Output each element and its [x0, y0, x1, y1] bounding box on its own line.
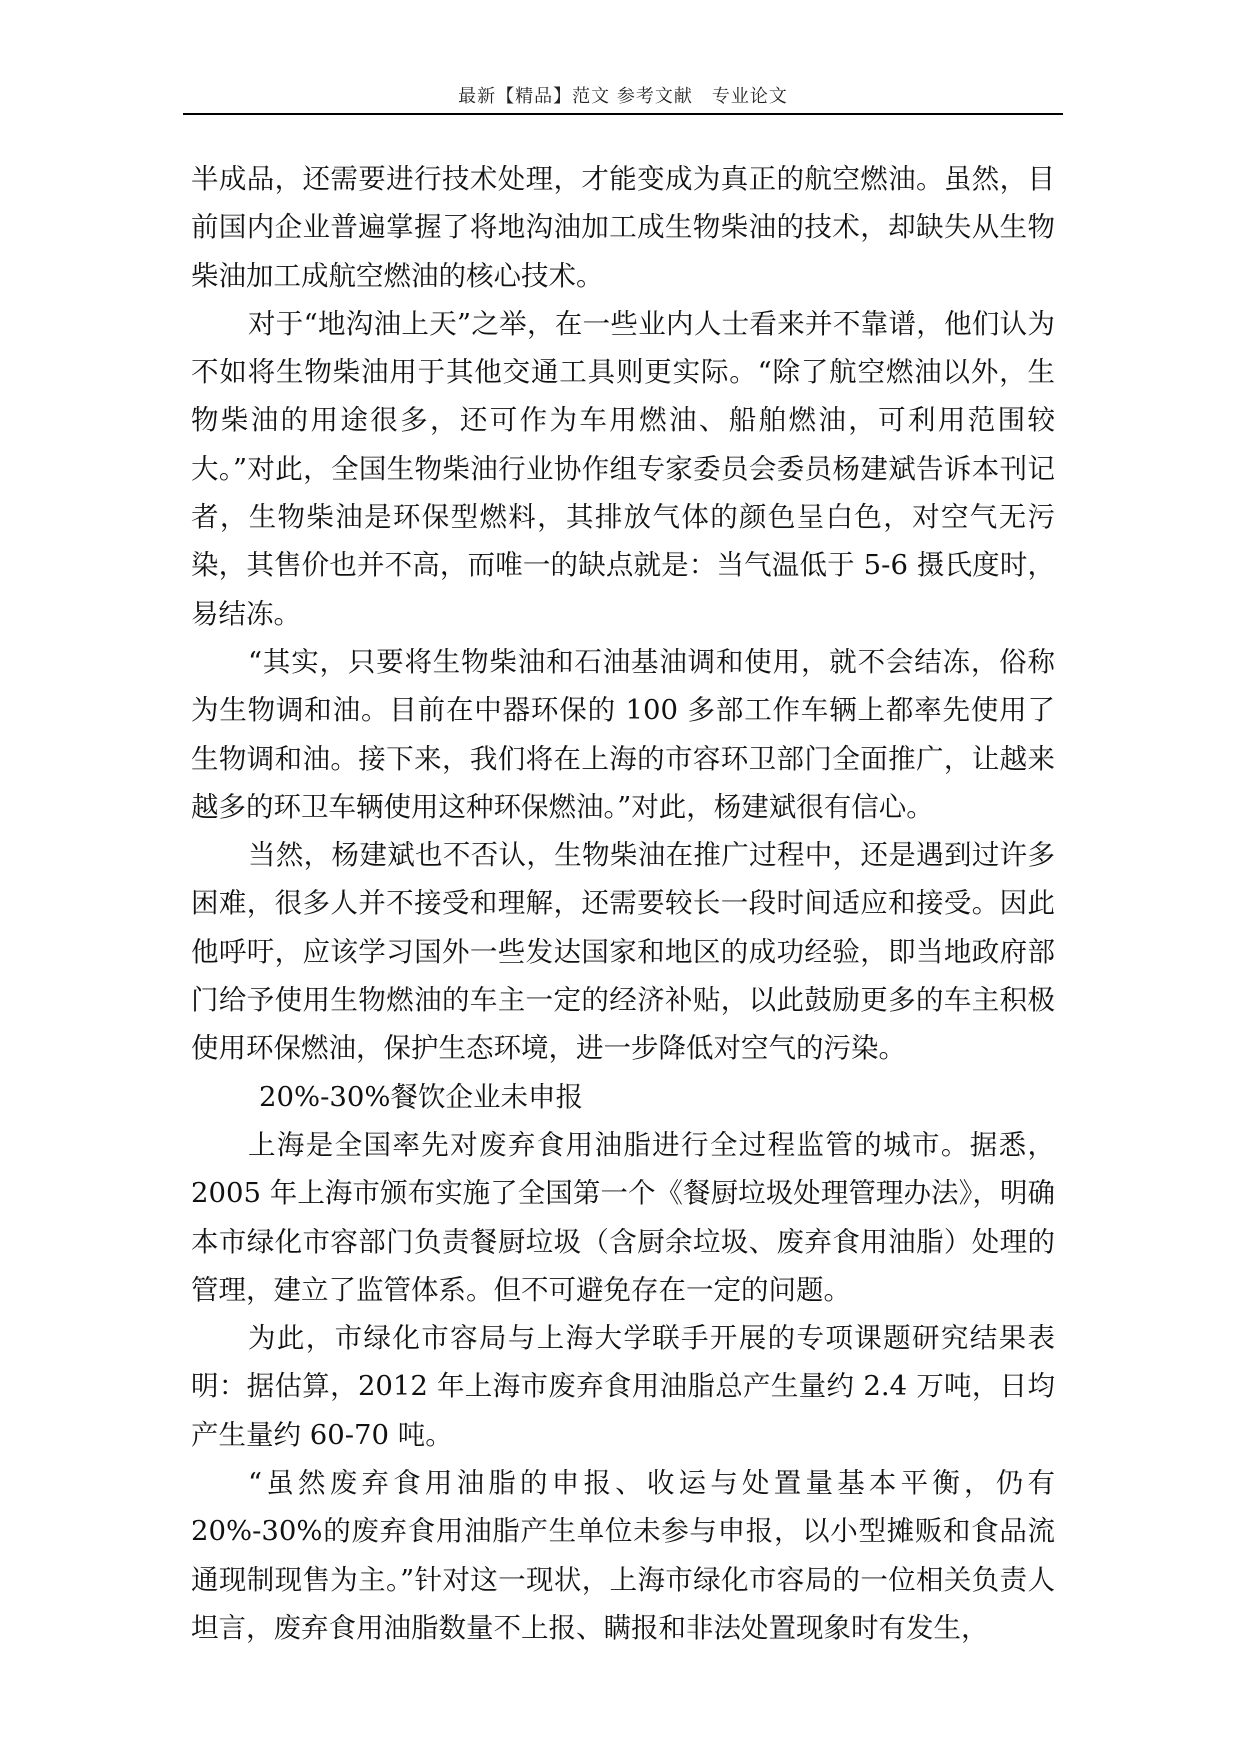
- paragraph-3: “其实，只要将生物柴油和石油基油调和使用，就不会结冻，俗称为生物调和油。目前在中器环保的 100 多部工作车辆上都率先使用了生物调和油。接下来，我们将在上海的市容环卫部门全面推广，让越来越多的环卫车辆使用这种环保燃油。”对此，杨建斌很有信心。: [191, 645, 1055, 823]
- paragraph-4: 当然，杨建斌也不否认，生物柴油在推广过程中，还是遇到过许多困难，很多人并不接受和理解，还需要较长一段时间适应和接受。因此他呼吁，应该学习国外一些发达国家和地区的成功经验，即当地政府部门给予使用生物燃油的车主一定的经济补贴，以此鼓励更多的车主积极使用环保燃油，保护生态环境，进一步降低对空气的污染。: [191, 839, 1055, 1065]
- paragraph-1: 半成品，还需要进行技术处理，才能变成为真正的航空燃油。虽然，目前国内企业普遍掌握了将地沟油加工成生物柴油的技术，却缺失从生物柴油加工成航空燃油的核心技术。: [191, 163, 1055, 292]
- paragraph-7: “虽然废弃食用油脂的申报、收运与处置量基本平衡，仍有 20%-30%的废弃食用油脂产生单位未参与申报，以小型摊贩和食品流通现制现售为主。”针对这一现状，上海市绿化市容局的一位相关负责人坦言，废弃食用油脂数量不上报、瞒报和非法处置现象时有发生，: [191, 1467, 1055, 1644]
- paragraph-6: 为此，市绿化市容局与上海大学联手开展的专项课题研究结果表明：据估算，2012 年上海市废弃食用油脂总产生量约 2.4 万吨，日均产生量约 60-70 吨。: [191, 1322, 1055, 1451]
- page-header: 最新【精品】范文 参考文献 专业论文: [458, 86, 788, 107]
- header-divider: [183, 113, 1063, 115]
- paragraph-2: 对于“地沟油上天”之举，在一些业内人士看来并不靠谱，他们认为不如将生物柴油用于其他交通工具则更实际。“除了航空燃油以外，生物柴油的用途很多，还可作为车用燃油、船舶燃油，可利用范围较大。”对此，全国生物柴油行业协作组专家委员会委员杨建斌告诉本刊记者，生物柴油是环保型燃料，其排放气体的颜色呈白色，对空气无污染，其售价也并不高，而唯一的缺点就是：当气温低于 5-6 摄氏度时，易结冻。: [191, 307, 1055, 630]
- document-body: [191, 155, 1055, 1652]
- section-heading: 20%-30%餐饮企业未申报: [259, 1080, 584, 1113]
- paragraph-5: 上海是全国率先对废弃食用油脂进行全过程监管的城市。据悉，2005 年上海市颁布实施了全国第一个《餐厨垃圾处理管理办法》，明确本市绿化市容部门负责餐厨垃圾（含厨余垃圾、废弃食用油脂）处理的管理，建立了监管体系。但不可避免存在一定的问题。: [191, 1128, 1055, 1306]
